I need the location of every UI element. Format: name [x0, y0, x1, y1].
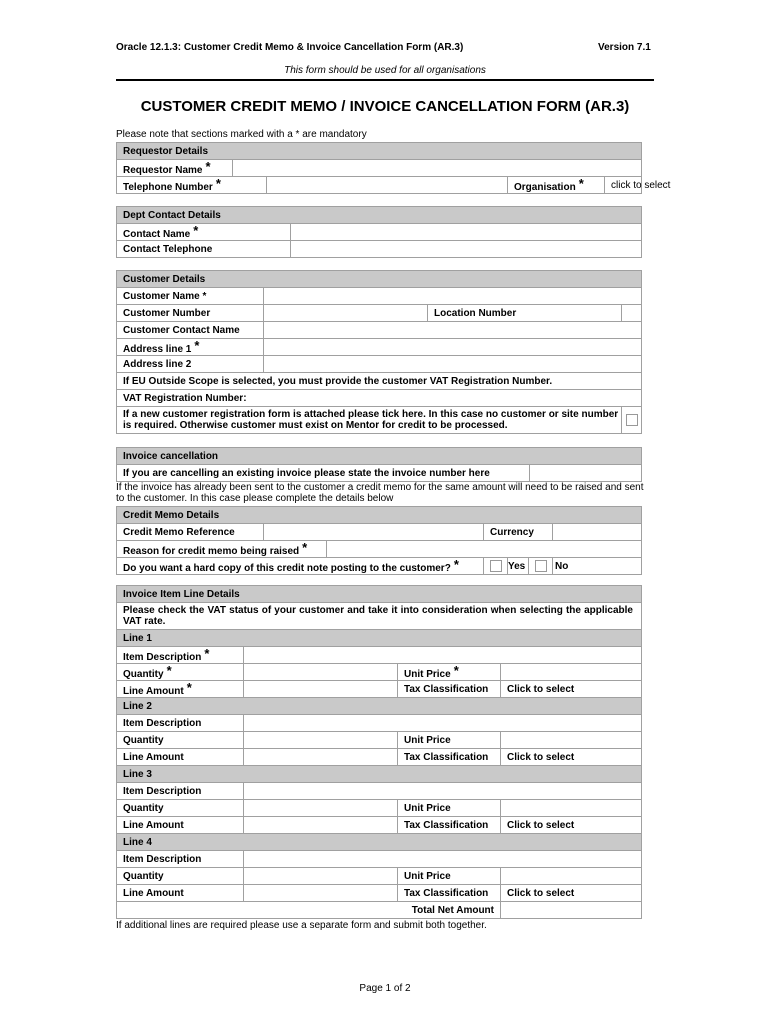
organisation-select[interactable]: click to select	[605, 177, 642, 194]
new-customer-cell	[622, 407, 642, 434]
reason-label: Reason for credit memo being raised *	[117, 541, 327, 558]
hard-copy-no-cell	[529, 558, 553, 575]
telephone-input[interactable]	[267, 177, 508, 194]
requestor-name-input[interactable]	[233, 160, 642, 177]
currency-label: Currency	[484, 524, 553, 541]
vat-registration-label: VAT Registration Number:	[117, 390, 642, 407]
address-line2-input[interactable]	[264, 356, 642, 373]
line-2-amount-label: Line Amount	[117, 749, 244, 766]
credit-reference-input[interactable]	[264, 524, 484, 541]
invoice-cancellation-section	[116, 447, 642, 482]
hard-copy-label: Do you want a hard copy of this credit note posting to the customer? *	[117, 558, 484, 575]
contact-name-input[interactable]	[291, 224, 642, 241]
total-net-amount-label: Total Net Amount	[117, 902, 501, 919]
line-2-quantity-input[interactable]	[244, 732, 398, 749]
credit-memo-heading: Credit Memo Details	[117, 507, 642, 524]
line-1-unit-price-input[interactable]	[501, 664, 642, 681]
reason-input[interactable]	[327, 541, 642, 558]
cancel-invoice-input[interactable]	[530, 465, 642, 482]
line-1-description-label: Item Description *	[117, 647, 244, 664]
line-1-quantity-label: Quantity *	[117, 664, 244, 681]
form-title: CUSTOMER CREDIT MEMO / INVOICE CANCELLATION FORM (AR.3)	[140, 98, 630, 115]
line-3-tax-select[interactable]: Click to select	[501, 817, 642, 834]
credit-reference-label: Credit Memo Reference	[117, 524, 264, 541]
organisation-label: Organisation *	[508, 177, 605, 194]
requestor-heading: Requestor Details	[117, 143, 642, 160]
new-customer-checkbox[interactable]	[626, 414, 638, 426]
line-3-unit-price-input[interactable]	[501, 800, 642, 817]
line-2-unit-price-label: Unit Price	[398, 732, 501, 749]
line-1-description-input[interactable]	[244, 647, 642, 664]
line-3-description-label: Item Description	[117, 783, 244, 800]
customer-section	[116, 270, 642, 434]
line-2-amount-input[interactable]	[244, 749, 398, 766]
line-4-tax-select[interactable]: Click to select	[501, 885, 642, 902]
requestor-section	[116, 142, 671, 194]
mandatory-note: Please note that sections marked with a * are mandatory	[116, 129, 367, 140]
address-line1-input[interactable]	[264, 339, 642, 356]
vat-status-note: Please check the VAT status of your customer and take it into consideration when selecting the applicable VAT rate.	[117, 603, 642, 630]
line-4-quantity-label: Quantity	[117, 868, 244, 885]
line-1-tax-label: Tax Classification	[398, 681, 501, 698]
hard-copy-yes-cell	[484, 558, 508, 575]
location-number-label: Location Number	[428, 305, 622, 322]
header-rule	[116, 79, 654, 81]
total-net-amount-input[interactable]	[501, 902, 642, 919]
eu-scope-note: If EU Outside Scope is selected, you must provide the customer VAT Registration Number.	[117, 373, 642, 390]
currency-input[interactable]	[553, 524, 642, 541]
telephone-label: Telephone Number *	[117, 177, 267, 194]
line-3-quantity-input[interactable]	[244, 800, 398, 817]
hard-copy-no-checkbox[interactable]	[535, 560, 547, 572]
line-4-description-input[interactable]	[244, 851, 642, 868]
line-3-amount-label: Line Amount	[117, 817, 244, 834]
line-1-unit-price-label: Unit Price *	[398, 664, 501, 681]
contact-telephone-input[interactable]	[291, 241, 642, 258]
document-title: Oracle 12.1.3: Customer Credit Memo & Invoice Cancellation Form (AR.3)	[116, 42, 464, 53]
line-3-amount-input[interactable]	[244, 817, 398, 834]
invoice-sent-note: If the invoice has already been sent to the customer a credit memo for the same amount will need to be raised and sent to the customer. In this case please complete the details below	[116, 482, 644, 504]
customer-number-label: Customer Number	[117, 305, 264, 322]
line-4-tax-label: Tax Classification	[398, 885, 501, 902]
line-4-unit-price-input[interactable]	[501, 868, 642, 885]
hard-copy-yes-label: Yes	[508, 558, 529, 575]
hard-copy-no-label: No	[553, 558, 642, 575]
line-2-quantity-label: Quantity	[117, 732, 244, 749]
cancellation-heading: Invoice cancellation	[117, 448, 642, 465]
line-2-tax-select[interactable]: Click to select	[501, 749, 642, 766]
line-1-tax-select[interactable]: Click to select	[501, 681, 642, 698]
line-3-description-input[interactable]	[244, 783, 642, 800]
customer-contact-input[interactable]	[264, 322, 642, 339]
item-lines-section	[116, 585, 642, 919]
customer-number-input[interactable]	[264, 305, 428, 322]
dept-heading: Dept Contact Details	[117, 207, 642, 224]
line-3-unit-price-label: Unit Price	[398, 800, 501, 817]
address-line2-label: Address line 2	[117, 356, 264, 373]
contact-name-label: Contact Name *	[117, 224, 291, 241]
line-2-heading: Line 2	[117, 698, 642, 715]
line-1-heading: Line 1	[117, 630, 642, 647]
line-4-description-label: Item Description	[117, 851, 244, 868]
line-2-description-label: Item Description	[117, 715, 244, 732]
line-4-amount-label: Line Amount	[117, 885, 244, 902]
additional-lines-note: If additional lines are required please use a separate form and submit both together.	[116, 920, 487, 931]
customer-contact-label: Customer Contact Name	[117, 322, 264, 339]
address-line1-label: Address line 1 *	[117, 339, 264, 356]
contact-telephone-label: Contact Telephone	[117, 241, 291, 258]
credit-memo-section	[116, 506, 642, 575]
line-1-amount-input[interactable]	[244, 681, 398, 698]
subtitle: This form should be used for all organisations	[284, 65, 486, 76]
customer-name-input[interactable]	[264, 288, 642, 305]
line-3-quantity-label: Quantity	[117, 800, 244, 817]
page-number: Page 1 of 2	[359, 983, 411, 994]
line-2-description-input[interactable]	[244, 715, 642, 732]
customer-name-label: Customer Name *	[117, 288, 264, 305]
line-2-unit-price-input[interactable]	[501, 732, 642, 749]
line-4-heading: Line 4	[117, 834, 642, 851]
cancel-invoice-label: If you are cancelling an existing invoice please state the invoice number here	[117, 465, 530, 482]
line-3-heading: Line 3	[117, 766, 642, 783]
line-1-quantity-input[interactable]	[244, 664, 398, 681]
line-1-amount-label: Line Amount *	[117, 681, 244, 698]
line-3-tax-label: Tax Classification	[398, 817, 501, 834]
customer-heading: Customer Details	[117, 271, 642, 288]
line-4-unit-price-label: Unit Price	[398, 868, 501, 885]
line-4-quantity-input[interactable]	[244, 868, 398, 885]
location-number-input[interactable]	[622, 305, 642, 322]
line-4-amount-input[interactable]	[244, 885, 398, 902]
item-lines-heading: Invoice Item Line Details	[117, 586, 642, 603]
hard-copy-yes-checkbox[interactable]	[490, 560, 502, 572]
line-2-tax-label: Tax Classification	[398, 749, 501, 766]
new-customer-note: If a new customer registration form is attached please tick here. In this case no customer or site number is required. Otherwise customer must exist on Mentor for credit to be processed.	[117, 407, 622, 434]
dept-contact-section	[116, 206, 642, 258]
requestor-name-label: Requestor Name *	[117, 160, 233, 177]
version-label: Version 7.1	[598, 42, 651, 53]
